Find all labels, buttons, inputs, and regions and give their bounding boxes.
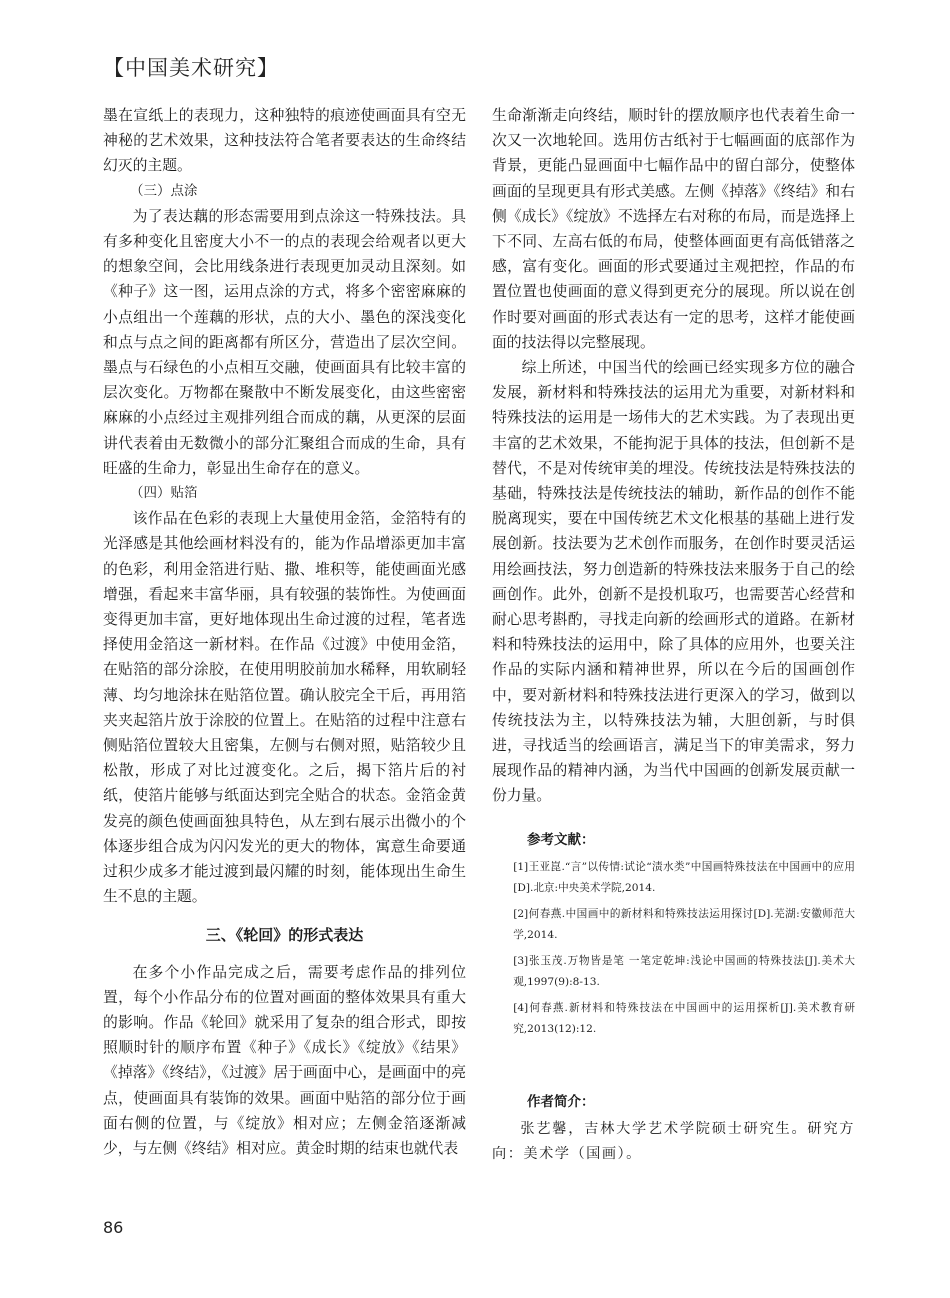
reference-item: [4]何春燕.新材料和特殊技法在中国画中的运用探析[J].美术教育研究,2013(12):12. (513, 1001, 855, 1036)
references-title: 参考文献： (527, 831, 595, 848)
page-number: 86 (103, 1218, 124, 1237)
left-column (103, 103, 466, 1161)
author-bio-text: 张艺馨，吉林大学艺术学院硕士研究生。研究方向：美术学（国画）。 (492, 1120, 855, 1162)
section-title: 三、《轮回》的形式表达 (205, 925, 364, 944)
subheading-gold-leaf: （四）贴箔 (130, 485, 198, 502)
author-bio-title: 作者简介： (527, 1093, 595, 1110)
reference-item: [1]王亚崑.“言”以传情:试论“渍水类”中国画特殊技法在中国画中的应用[D].北京:中央美术学院,2014. (513, 860, 855, 895)
paragraph-continued: 墨在宣纸上的表现力，这种独特的痕迹使画面具有空无神秘的艺术效果，这种技法符合笔者要表达的生命终结幻灭的主题。 (103, 107, 466, 175)
paragraph-conclusion: 综上所述，中国当代的绘画已经实现多方位的融合发展，新材料和特殊技法的运用尤为重要，对新材料和特殊技法的运用是一场伟大的艺术实践。为了表现出更丰富的艺术效果，不能拘泥于具体的技法，但创新不是替代，不是对传统审美的埋没。传统技法是特殊技法的基础，特殊技法是传统技法的辅助，新作品的创作不能脱离现实，要在中国传统艺术文化根基的基础上进行发展创新。技法要为艺术创作而服务，在创作时要灵活运用绘画技法，努力创造新的特殊技法来服务于自己的绘画创作。此外，创新不是投机取巧，也需要苦心经营和耐心思考斟酌，寻找走向新的绘画形式的道路。在新材料和特殊技法的运用中，除了具体的应用外，也要关注作品的实际内涵和精神世界，所以在今后的国画创作中，要对新材料和特殊技法进行更深入的学习，做到以传统技法为主，以特殊技法为辅，大胆创新，与时俱进，寻找适当的绘画语言，满足当下的审美需求，努力展现作品的精神内涵，为当代中国画的创新发展贡献一份力量。 (492, 359, 855, 805)
reference-item: [2]何春燕.中国画中的新材料和特殊技法运用探讨[D].芜湖:安徽师范大学,2014. (513, 907, 855, 942)
subheading-dot-painting: （三）点涂 (130, 182, 198, 199)
paragraph-continued-right: 生命渐渐走向终结，顺时针的摆放顺序也代表着生命一次又一次地轮回。选用仿古纸衬于七幅画面的底部作为背景，更能凸显画面中七幅作品中的留白部分，使整体画面的呈现更具有形式美感。左侧《掉落》《终结》和右侧《成长》《绽放》不选择左右对称的布局，而是选择上下不同、左高右低的布局，使整体画面更有高低错落之感，富有变化。画面的形式要通过主观把控，作品的布置位置也使画面的意义得到更充分的展现。所以说在创作时要对画面的形式表达有一定的思考，这样才能使画面的技法得以完整展现。 (492, 107, 855, 351)
reference-item: [3]张玉茂.万物皆是笔 一笔定乾坤:浅论中国画的特殊技法[J].美术大观,1997(9):8-13. (513, 954, 855, 989)
paragraph-gold-leaf: 该作品在色彩的表现上大量使用金箔，金箔特有的光泽感是其他绘画材料没有的，能为作品增添更加丰富的色彩，利用金箔进行贴、撒、堆积等，能使画面光感增强，看起来丰富华丽，具有较强的装饰性。为使画面变得更加丰富，更好地体现出生命过渡的过程，笔者选择使用金箔这一新材料。在作品《过渡》中使用金箔，在贴箔的部分涂胶，在使用明胶前加水稀释，用软刷轻薄、均匀地涂抹在贴箔位置。确认胶完全干后，再用箔夹夹起箔片放于涂胶的位置上。在贴箔的过程中注意右侧贴箔位置较大且密集，左侧与右侧对照，贴箔较少且松散，形成了对比过渡变化。之后，揭下箔片后的衬纸，使箔片能够与纸面达到完全贴合的状态。金箔金黄发亮的颜色使画面独具特色，从左到右展示出微小的个体逐步组合成为闪闪发光的更大的物体，寓意生命要通过积少成多才能过渡到最闪耀的时刻，能体现出生命生生不息的主题。 (103, 510, 466, 906)
journal-header: 【中国美术研究】 (103, 56, 279, 80)
paragraph-dot-painting: 为了表达藕的形态需要用到点涂这一特殊技法。具有多种变化且密度大小不一的点的表现会给观者以更大的想象空间，会比用线条进行表现更加灵动且深刻。如《种子》这一图，运用点涂的方式，将多个密密麻麻的小点组出一个莲藕的形状，点的大小、墨色的深浅变化和点与点之间的距离都有所区分，营造出了层次空间。墨点与石绿色的小点相互交融，使画面具有比较丰富的层次变化。万物都在聚散中不断发展变化，由这些密密麻麻的小点经过主观排列组合而成的藕，从更深的层面讲代表着由无数微小的部分汇聚组合而成的生命，具有旺盛的生命力，彰显出生命存在的意义。 (103, 207, 466, 477)
right-column (492, 103, 855, 1167)
paragraph-arrangement: 在多个小作品完成之后，需要考虑作品的排列位置，每个小作品分布的位置对画面的整体效果具有重大的影响。作品《轮回》就采用了复杂的组合形式，即按照顺时针的顺序布置《种子》《成长》《绽放》《结果》《掉落》《终结》，《过渡》居于画面中心，是画面中的亮点，使画面具有装饰的效果。画面中贴箔的部分位于画面右侧的位置，与《绽放》相对应；左侧金箔逐渐减少，与左侧《终结》相对应。黄金时期的结束也就代表 (103, 963, 466, 1157)
